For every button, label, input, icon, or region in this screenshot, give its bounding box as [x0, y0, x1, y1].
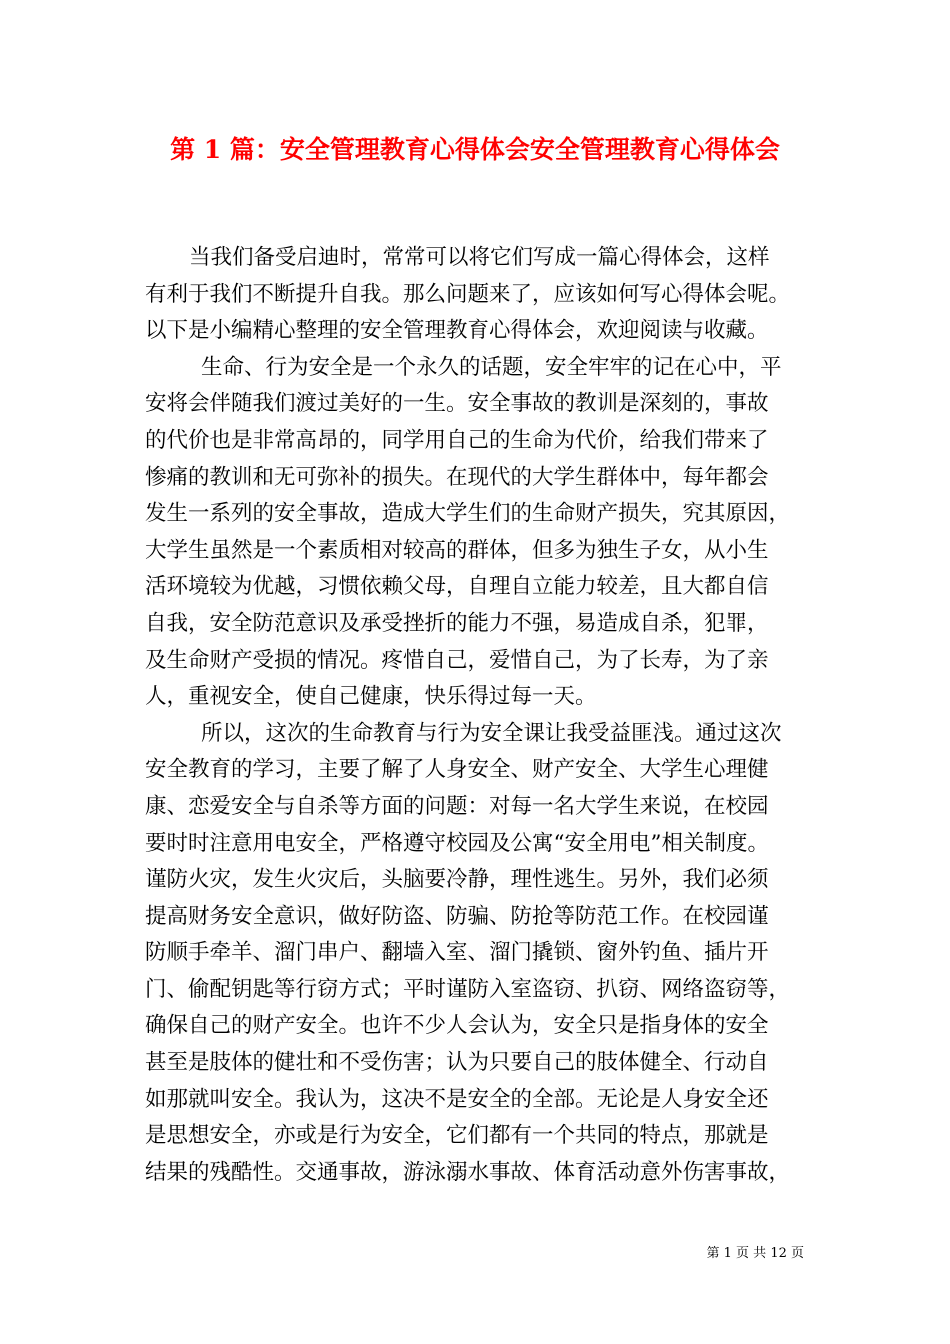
paragraph-line: 自我，安全防范意识及承受挫折的能力不强，易造成自杀，犯罪，: [145, 610, 769, 636]
paragraph-line: 安将会伴随我们渡过美好的一生。安全事故的教训是深刻的，事故: [145, 391, 769, 417]
paragraph-line: 门、偷配钥匙等行窃方式；平时谨防入室盗窃、扒窃、网络盗窃等，: [145, 976, 791, 1002]
paragraph-line: 生命、行为安全是一个永久的话题，安全牢牢的记在心中，平: [201, 354, 782, 380]
paragraph-line: 有利于我们不断提升自我。那么问题来了，应该如何写心得体会呢。: [145, 281, 791, 307]
paragraph-line: 当我们备受启迪时，常常可以将它们写成一篇心得体会，这样: [189, 245, 770, 270]
page-number: 第 1 页 共 12 页: [706, 1246, 804, 1261]
paragraph-line: 如那就叫安全。我认为，这决不是安全的全部。无论是人身安全还: [145, 1086, 769, 1112]
paragraph-line: 大学生虽然是一个素质相对较高的群体，但多为独生子女，从小生: [145, 537, 769, 563]
paragraph-line: 活环境较为优越，习惯依赖父母，自理自立能力较差，且大都自信: [145, 574, 769, 600]
paragraph-line: 甚至是肢体的健壮和不受伤害；认为只要自己的肢体健全、行动自: [145, 1050, 769, 1076]
paragraph-line: 发生一系列的安全事故，造成大学生们的生命财产损失，究其原因，: [145, 501, 791, 527]
document-body: [145, 240, 820, 1191]
paragraph-line: 惨痛的教训和无可弥补的损失。在现代的大学生群体中，每年都会: [145, 464, 769, 490]
document-title: 第 1 篇：安全管理教育心得体会安全管理教育心得体会: [170, 135, 780, 164]
paragraph-line: 结果的残酷性。交通事故，游泳溺水事故、体育活动意外伤害事故，: [145, 1159, 791, 1185]
paragraph-line: 及生命财产受损的情况。疼惜自己，爱惜自己，为了长寿，为了亲: [145, 647, 769, 673]
paragraph-line: 确保自己的财产安全。也许不少人会认为，安全只是指身体的安全: [145, 1013, 769, 1039]
paragraph-line: 是思想安全，亦或是行为安全，它们都有一个共同的特点，那就是: [145, 1123, 769, 1149]
paragraph-line: 安全教育的学习，主要了解了人身安全、财产安全、大学生心理健: [145, 757, 769, 783]
paragraph-line: 要时时注意用电安全，严格遵守校园及公寓“安全用电”相关制度。: [145, 830, 769, 856]
paragraph-line: 的代价也是非常高昂的，同学用自己的生命为代价，给我们带来了: [145, 427, 769, 453]
paragraph-line: 康、恋爱安全与自杀等方面的问题：对每一名大学生来说，在校园: [145, 793, 769, 819]
paragraph-line: 提高财务安全意识，做好防盗、防骗、防抢等防范工作。在校园谨: [145, 903, 769, 929]
paragraph-line: 防顺手牵羊、溜门串户、翻墙入室、溜门撬锁、窗外钓鱼、插片开: [145, 940, 769, 966]
paragraph-line: 所以，这次的生命教育与行为安全课让我受益匪浅。通过这次: [201, 720, 782, 746]
paragraph-line: 人，重视安全，使自己健康，快乐得过每一天。: [145, 684, 597, 710]
paragraph-line: 以下是小编精心整理的安全管理教育心得体会，欢迎阅读与收藏。: [145, 318, 769, 344]
paragraph-line: 谨防火灾，发生火灾后，头脑要冷静，理性逃生。另外，我们必须: [145, 867, 769, 893]
